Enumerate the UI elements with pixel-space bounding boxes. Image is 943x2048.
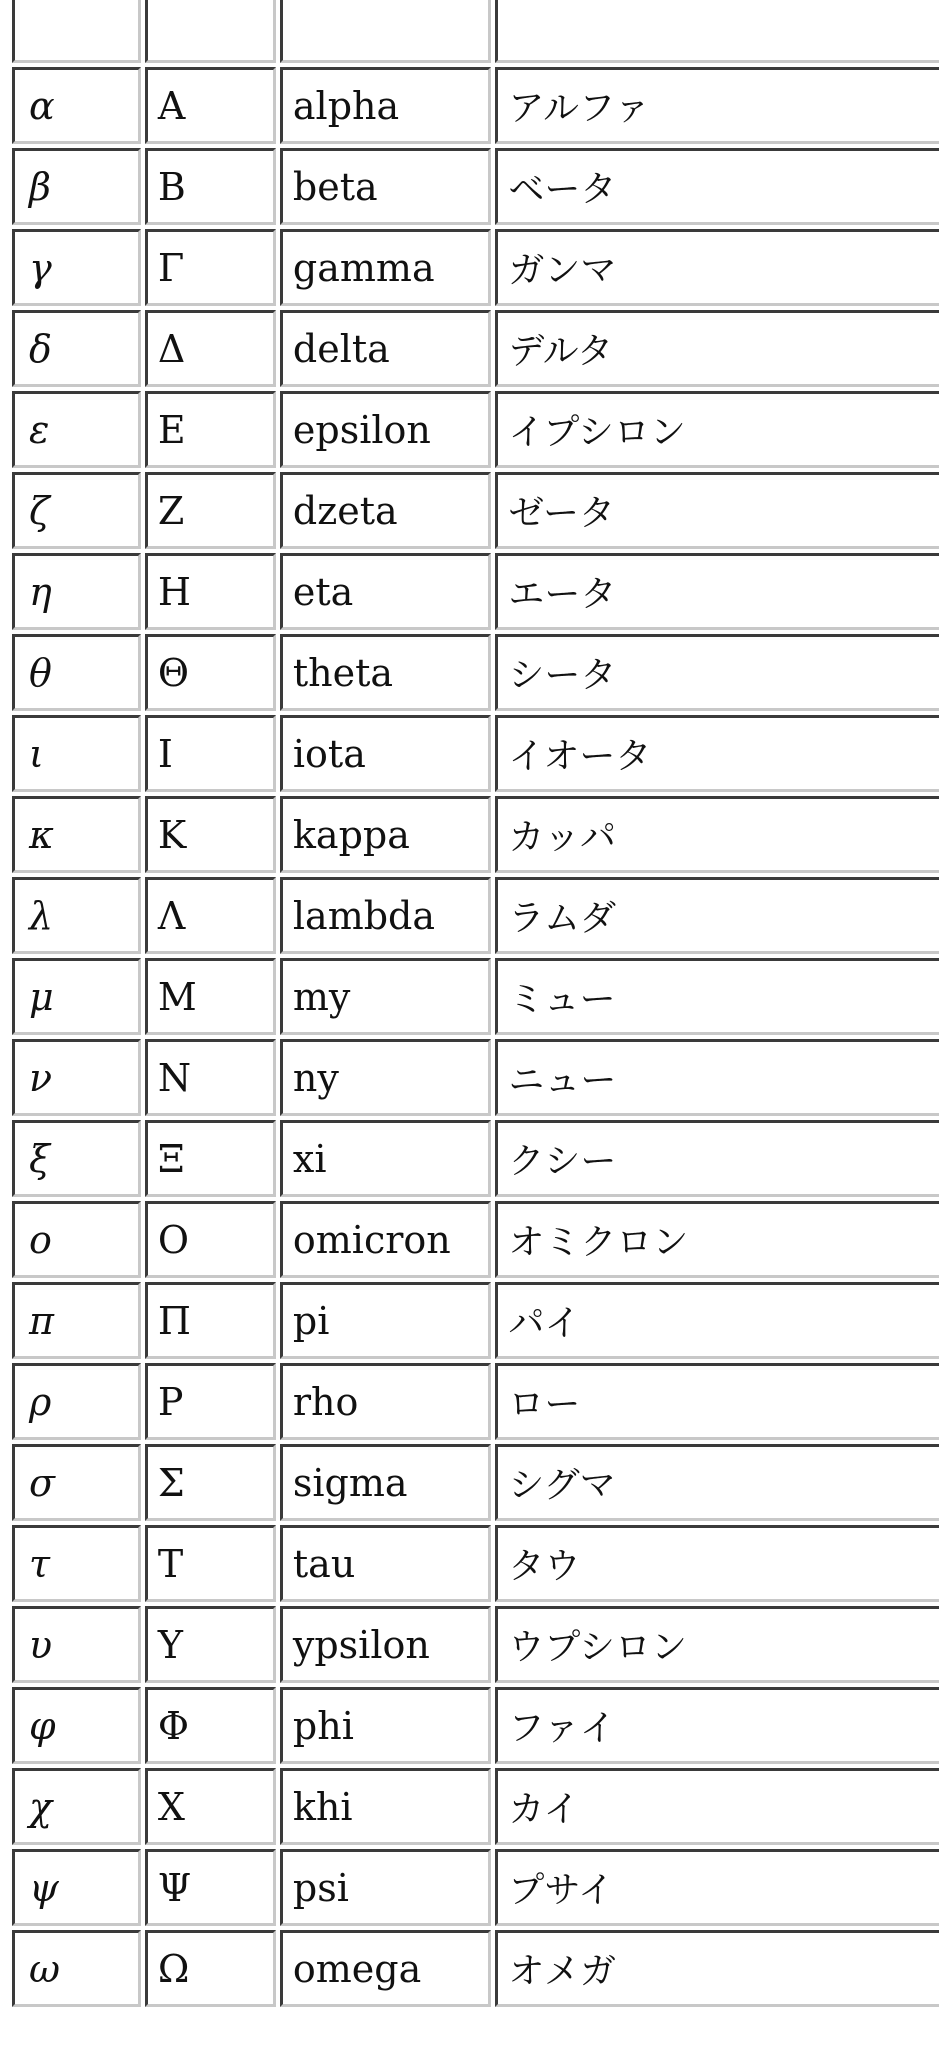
latin-name-cell: gamma xyxy=(280,229,492,306)
lowercase-letter-cell: ξ xyxy=(12,1120,141,1197)
table-row xyxy=(12,1039,939,1116)
katakana-name-cell: プサイ xyxy=(495,1849,939,1926)
uppercase-letter-cell: I xyxy=(145,715,276,792)
katakana-name-cell: カイ xyxy=(495,1768,939,1845)
latin-name-cell: sigma xyxy=(280,1444,492,1521)
table-row xyxy=(12,1687,939,1764)
table-row xyxy=(12,310,939,387)
uppercase-letter-cell: Φ xyxy=(145,1687,276,1764)
uppercase-letter-cell: Ξ xyxy=(145,1120,276,1197)
table-row xyxy=(12,1606,939,1683)
latin-name-cell: rho xyxy=(280,1363,492,1440)
uppercase-letter-cell: Σ xyxy=(145,1444,276,1521)
katakana-name-cell: シータ xyxy=(495,634,939,711)
latin-name-cell: iota xyxy=(280,715,492,792)
lowercase-letter-cell: φ xyxy=(12,1687,141,1764)
latin-name-cell: phi xyxy=(280,1687,492,1764)
table-row xyxy=(12,1120,939,1197)
latin-name-cell: pi xyxy=(280,1282,492,1359)
lowercase-letter-cell xyxy=(12,0,141,63)
latin-name-cell: xi xyxy=(280,1120,492,1197)
uppercase-letter-cell: A xyxy=(145,67,276,144)
katakana-name-cell: ニュー xyxy=(495,1039,939,1116)
uppercase-letter-cell: H xyxy=(145,553,276,630)
lowercase-letter-cell: υ xyxy=(12,1606,141,1683)
lowercase-letter-cell: η xyxy=(12,553,141,630)
katakana-name-cell: クシー xyxy=(495,1120,939,1197)
lowercase-letter-cell: π xyxy=(12,1282,141,1359)
table-row xyxy=(12,877,939,954)
katakana-name-cell: カッパ xyxy=(495,796,939,873)
table-row xyxy=(12,715,939,792)
table-row xyxy=(12,796,939,873)
table-row xyxy=(12,1282,939,1359)
lowercase-letter-cell: α xyxy=(12,67,141,144)
lowercase-letter-cell: θ xyxy=(12,634,141,711)
katakana-name-cell xyxy=(495,0,939,63)
table-row xyxy=(12,1444,939,1521)
table-row xyxy=(12,553,939,630)
latin-name-cell: beta xyxy=(280,148,492,225)
greek-alphabet-table-body xyxy=(12,0,939,2007)
lowercase-letter-cell: γ xyxy=(12,229,141,306)
lowercase-letter-cell: β xyxy=(12,148,141,225)
katakana-name-cell: ウプシロン xyxy=(495,1606,939,1683)
uppercase-letter-cell: Λ xyxy=(145,877,276,954)
lowercase-letter-cell: χ xyxy=(12,1768,141,1845)
lowercase-letter-cell: τ xyxy=(12,1525,141,1602)
uppercase-letter-cell: X xyxy=(145,1768,276,1845)
latin-name-cell: khi xyxy=(280,1768,492,1845)
katakana-name-cell: パイ xyxy=(495,1282,939,1359)
table-row xyxy=(12,148,939,225)
latin-name-cell: lambda xyxy=(280,877,492,954)
latin-name-cell: alpha xyxy=(280,67,492,144)
uppercase-letter-cell: Ω xyxy=(145,1930,276,2007)
uppercase-letter-cell: O xyxy=(145,1201,276,1278)
uppercase-letter-cell: T xyxy=(145,1525,276,1602)
katakana-name-cell: タウ xyxy=(495,1525,939,1602)
uppercase-letter-cell: N xyxy=(145,1039,276,1116)
lowercase-letter-cell: ρ xyxy=(12,1363,141,1440)
lowercase-letter-cell: ω xyxy=(12,1930,141,2007)
table-row xyxy=(12,1525,939,1602)
katakana-name-cell: ベータ xyxy=(495,148,939,225)
latin-name-cell: omega xyxy=(280,1930,492,2007)
lowercase-letter-cell: ι xyxy=(12,715,141,792)
latin-name-cell: my xyxy=(280,958,492,1035)
latin-name-cell: psi xyxy=(280,1849,492,1926)
katakana-name-cell: ミュー xyxy=(495,958,939,1035)
greek-alphabet-table xyxy=(8,0,943,2011)
table-row xyxy=(12,67,939,144)
uppercase-letter-cell: M xyxy=(145,958,276,1035)
uppercase-letter-cell: Υ xyxy=(145,1606,276,1683)
lowercase-letter-cell: ν xyxy=(12,1039,141,1116)
latin-name-cell: delta xyxy=(280,310,492,387)
uppercase-letter-cell: B xyxy=(145,148,276,225)
lowercase-letter-cell: ζ xyxy=(12,472,141,549)
table-row xyxy=(12,958,939,1035)
lowercase-letter-cell: μ xyxy=(12,958,141,1035)
uppercase-letter-cell: Γ xyxy=(145,229,276,306)
katakana-name-cell: デルタ xyxy=(495,310,939,387)
latin-name-cell: omicron xyxy=(280,1201,492,1278)
lowercase-letter-cell: κ xyxy=(12,796,141,873)
table-row xyxy=(12,1930,939,2007)
katakana-name-cell: オミクロン xyxy=(495,1201,939,1278)
table-row xyxy=(12,229,939,306)
uppercase-letter-cell: Z xyxy=(145,472,276,549)
latin-name-cell: kappa xyxy=(280,796,492,873)
table-row xyxy=(12,1363,939,1440)
katakana-name-cell: オメガ xyxy=(495,1930,939,2007)
katakana-name-cell: イプシロン xyxy=(495,391,939,468)
uppercase-letter-cell xyxy=(145,0,276,63)
latin-name-cell: ny xyxy=(280,1039,492,1116)
lowercase-letter-cell: ε xyxy=(12,391,141,468)
lowercase-letter-cell: λ xyxy=(12,877,141,954)
uppercase-letter-cell: Π xyxy=(145,1282,276,1359)
katakana-name-cell: シグマ xyxy=(495,1444,939,1521)
uppercase-letter-cell: P xyxy=(145,1363,276,1440)
uppercase-letter-cell: E xyxy=(145,391,276,468)
latin-name-cell: ypsilon xyxy=(280,1606,492,1683)
katakana-name-cell: ガンマ xyxy=(495,229,939,306)
latin-name-cell: dzeta xyxy=(280,472,492,549)
latin-name-cell: tau xyxy=(280,1525,492,1602)
uppercase-letter-cell: Δ xyxy=(145,310,276,387)
uppercase-letter-cell: Θ xyxy=(145,634,276,711)
katakana-name-cell: ロー xyxy=(495,1363,939,1440)
katakana-name-cell: アルファ xyxy=(495,67,939,144)
katakana-name-cell: ゼータ xyxy=(495,472,939,549)
table-row xyxy=(12,0,939,63)
latin-name-cell: epsilon xyxy=(280,391,492,468)
table-row xyxy=(12,634,939,711)
lowercase-letter-cell: ψ xyxy=(12,1849,141,1926)
uppercase-letter-cell: Ψ xyxy=(145,1849,276,1926)
table-row xyxy=(12,1849,939,1926)
latin-name-cell xyxy=(280,0,492,63)
latin-name-cell: theta xyxy=(280,634,492,711)
lowercase-letter-cell: σ xyxy=(12,1444,141,1521)
lowercase-letter-cell: δ xyxy=(12,310,141,387)
table-row xyxy=(12,391,939,468)
lowercase-letter-cell: ο xyxy=(12,1201,141,1278)
katakana-name-cell: イオータ xyxy=(495,715,939,792)
table-row xyxy=(12,1768,939,1845)
katakana-name-cell: ラムダ xyxy=(495,877,939,954)
table-row xyxy=(12,472,939,549)
katakana-name-cell: エータ xyxy=(495,553,939,630)
latin-name-cell: eta xyxy=(280,553,492,630)
uppercase-letter-cell: K xyxy=(145,796,276,873)
katakana-name-cell: ファイ xyxy=(495,1687,939,1764)
table-row xyxy=(12,1201,939,1278)
